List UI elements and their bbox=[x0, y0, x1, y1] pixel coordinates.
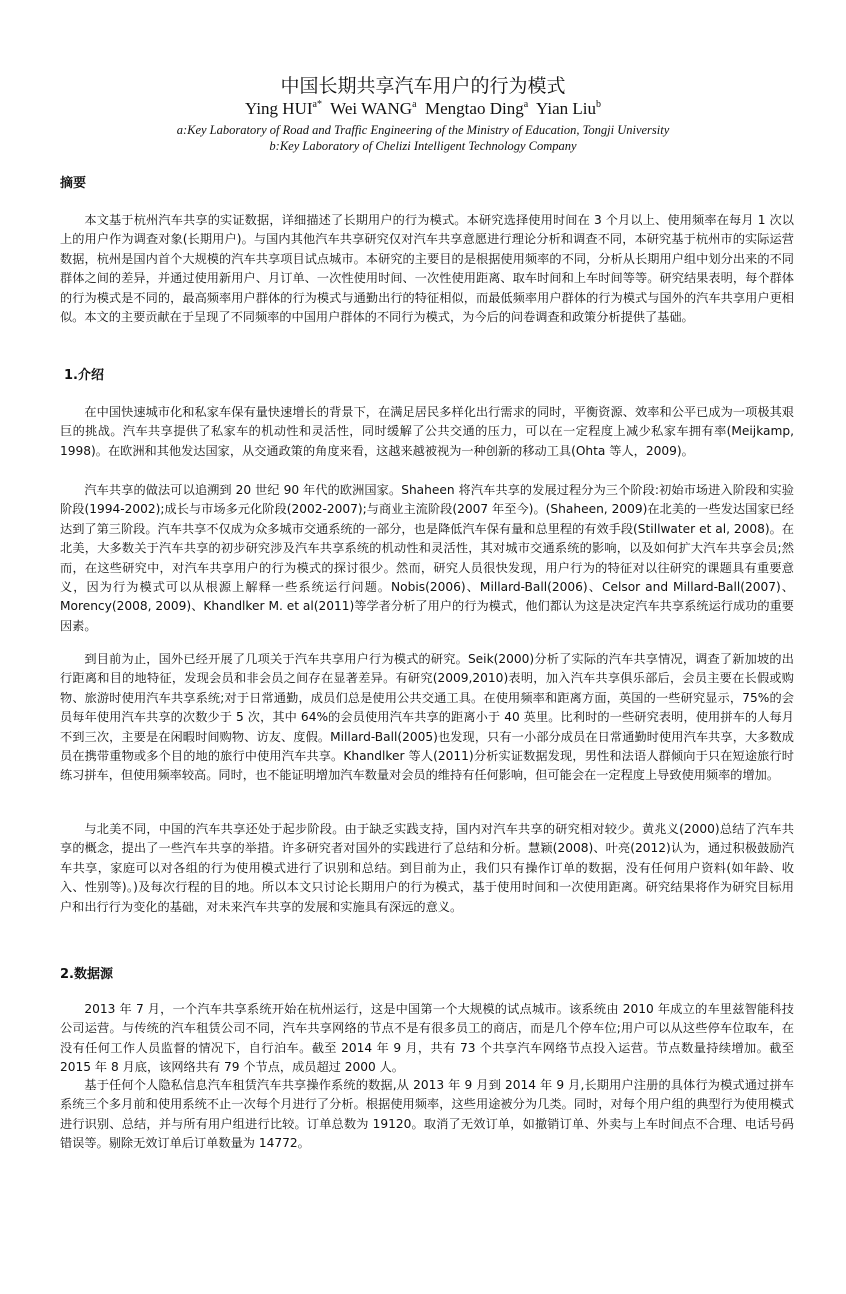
section-1-paragraph-4: 与北美不同，中国的汽车共享还处于起步阶段。由于缺乏实践支持，国内对汽车共享的研究相对较少。黄兆义(2000)总结了汽车共享的概念，提出了一些汽车共享的举措。许多研究者对国外的实践进行了总结和分析。慧颖(2008)、叶亮(2012)认为，通过积极鼓励汽车共享，家庭可以对各组的行为使用模式进行了识别和总结。到目前为止，我们只有操作订单的数据，没有任何用户资料(如年龄、收入、性别等)。)及每次行程的目的地。所以本文只讨论长期用户的行为模式，基于使用时间和一次使用距离。研究结果将作为研究目标用户和出行行为变化的基础，对未来汽车共享的发展和实施具有深远的意义。 bbox=[60, 822, 794, 914]
section-2-paragraph-2: 基于任何个人隐私信息汽车租赁汽车共享操作系统的数据,从 2013 年 9 月到 2014 年 9 月,长期用户注册的具体行为模式通过拼车系统三个多月前和使用系统不止一次每个月进行了分析。根据使用频率，这些用途被分为几类。同时，对每个用户组的典型行为使用模式进行识别、总结，并与所有用户组进行比较。订单总数为 19120。取消了无效订单，如撤销订单、外卖与上车时间点不合理、电话号码错误等。剔除无效订单后订单数量为 14772。 bbox=[60, 1078, 794, 1151]
section-1-paragraph-3: 到目前为止，国外已经开展了几项关于汽车共享用户行为模式的研究。Seik(2000)分析了实际的汽车共享情况，调查了新加坡的出行距离和目的地特征，发现会员和非会员之间存在显著差异。有研究(2009,2010)表明，加入汽车共享俱乐部后，会员主要在长假或购物、旅游时使用汽车共享系统;对于日常通勤，成员们总是使用公共交通工具。在使用频率和距离方面，英国的一些研究显示，75%的会员每年使用汽车共享的次数少于 5 次，其中 64%的会员使用汽车共享的距离小于 40 英里。比利时的一些研究表明，使用拼车的人每月不到三次，主要是在闲暇时间购物、访友、度假。Millard-Ball(2005)也发现，只有一小部分成员在日常通勤时使用汽车共享，大多数成员在携带重物或多个目的地的旅行中使用汽车共享。Khandlker 等人(2011)分析实证数据发现，男性和法语人群倾向于只在短途旅行时练习拼车，但使用频率较高。同时，也不能证明增加汽车数量对会员的维持有任何影响，但可能会在一定程度上导致使用频率的增加。 bbox=[60, 652, 794, 783]
paper-title: 中国长期共享汽车用户的行为模式 bbox=[280, 75, 566, 97]
author-affiliation-mark: b bbox=[596, 99, 601, 110]
author-name: Wei WANG bbox=[330, 99, 413, 118]
author-name: Mengtao Ding bbox=[425, 99, 524, 118]
abstract-paragraph: 本文基于杭州汽车共享的实证数据，详细描述了长期用户的行为模式。本研究选择使用时间在 3 个月以上、使用频率在每月 1 次以上的用户作为调查对象(长期用户)。与国内其他汽车共享研究仅对汽车共享意愿进行理论分析和调查不同，本研究基于杭州市的实际运营数据，杭州是国内首个大规模的汽车共享项目试点城市。本研究的主要目的是根据使用频率的不同，分析从长期用户组中划分出来的不同群体之间的差异，并通过使用新用户、月订单、一次性使用时间、一次性使用距离、取车时间和上车时间等等。研究结果表明，每个群体的行为模式是不同的，最高频率用户群体的行为模式与通勤出行的特征相似，而最低频率用户群体的行为模式与国外的汽车共享用户更相似。本文的主要贡献在于呈现了不同频率的中国用户群体的不同行为模式，为今后的问卷调查和政策分析提供了基础。 bbox=[60, 213, 794, 325]
author-name: Yian Liu bbox=[536, 99, 596, 118]
affiliation-b: b:Key Laboratory of Chelizi Intelligent Technology Company bbox=[269, 139, 577, 153]
section-1-paragraph-1: 在中国快速城市化和私家车保有量快速增长的背景下，在满足居民多样化出行需求的同时，平衡资源、效率和公平已成为一项极其艰巨的挑战。汽车共享提供了私家车的机动性和灵活性，同时缓解了公共交通的压力，可以在一定程度上减少私家车拥有率(Meijkamp, 1998)。在欧洲和其他发达国家，从交通政策的角度来看，这越来越被视为一种创新的移动工具(Ohta 等人，2009)。 bbox=[60, 405, 794, 458]
author-name: Ying HUI bbox=[244, 99, 313, 118]
author-affiliation-mark: a bbox=[523, 99, 529, 110]
author-list bbox=[0, 98, 846, 120]
author-affiliation-mark: a bbox=[412, 99, 417, 110]
section-2-paragraph-1: 2013 年 7 月，一个汽车共享系统开始在杭州运行，这是中国第一个大规模的试点城市。该系统由 2010 年成立的车里兹智能科技公司运营。与传统的汽车租赁公司不同，汽车共享网络的节点不是有很多员工的商店，而是几个停车位;用户可以从这些停车位取车，在没有任何工作人员监督的情况下，自行泊车。截至 2014 年 9 月，共有 73 个共享汽车网络节点投入运营。节点数量持续增加。截至 2015 年 8 月底，该网络共有 79 个节点，成员超过 2000 人。 bbox=[60, 1002, 794, 1075]
affiliation-a: a:Key Laboratory of Road and Traffic Engineering of the Ministry of Education, Tongji University bbox=[176, 123, 670, 137]
section-1-paragraph-2: 汽车共享的做法可以追溯到 20 世纪 90 年代的欧洲国家。Shaheen 将汽车共享的发展过程分为三个阶段:初始市场进入阶段和实验阶段(1994-2002);成长与市场多元化阶段(2002-2007);与商业主流阶段(2007 年至今)。(Shaheen, 2009)在北美的一些发达国家已经达到了第三阶段。汽车共享不仅成为众多城市交通系统的一部分，也是降低汽车保有量和总里程的有效手段(Stillwater et al, 2008)。在北美，大多数关于汽车共享的初步研究涉及汽车共享系统的机动性和灵活性，其对城市交通系统的影响，以及如何扩大汽车共享会员;然而，在这些研究中，对汽车共享用户的行为模式的探讨很少。然而，研究人员很快发现，用户行为的特征对以往研究的课题具有重要意义，因为行为模式可以从根源上解释一些系统运行问题。Nobis(2006)、Millard-Ball(2006)、Celsor and Millard-Ball(2007)、Morency(2008, 2009)、Khandlker M. et al(2011)等学者分析了用户的行为模式，他们都认为这是决定汽车共享系统运行成功的重要因素。 bbox=[60, 483, 794, 633]
author-affiliation-mark: a* bbox=[312, 99, 322, 110]
abstract-heading: 摘要 bbox=[60, 176, 87, 191]
section-2-heading: 2.数据源 bbox=[60, 967, 113, 982]
section-1-heading: 1.介绍 bbox=[64, 368, 104, 383]
